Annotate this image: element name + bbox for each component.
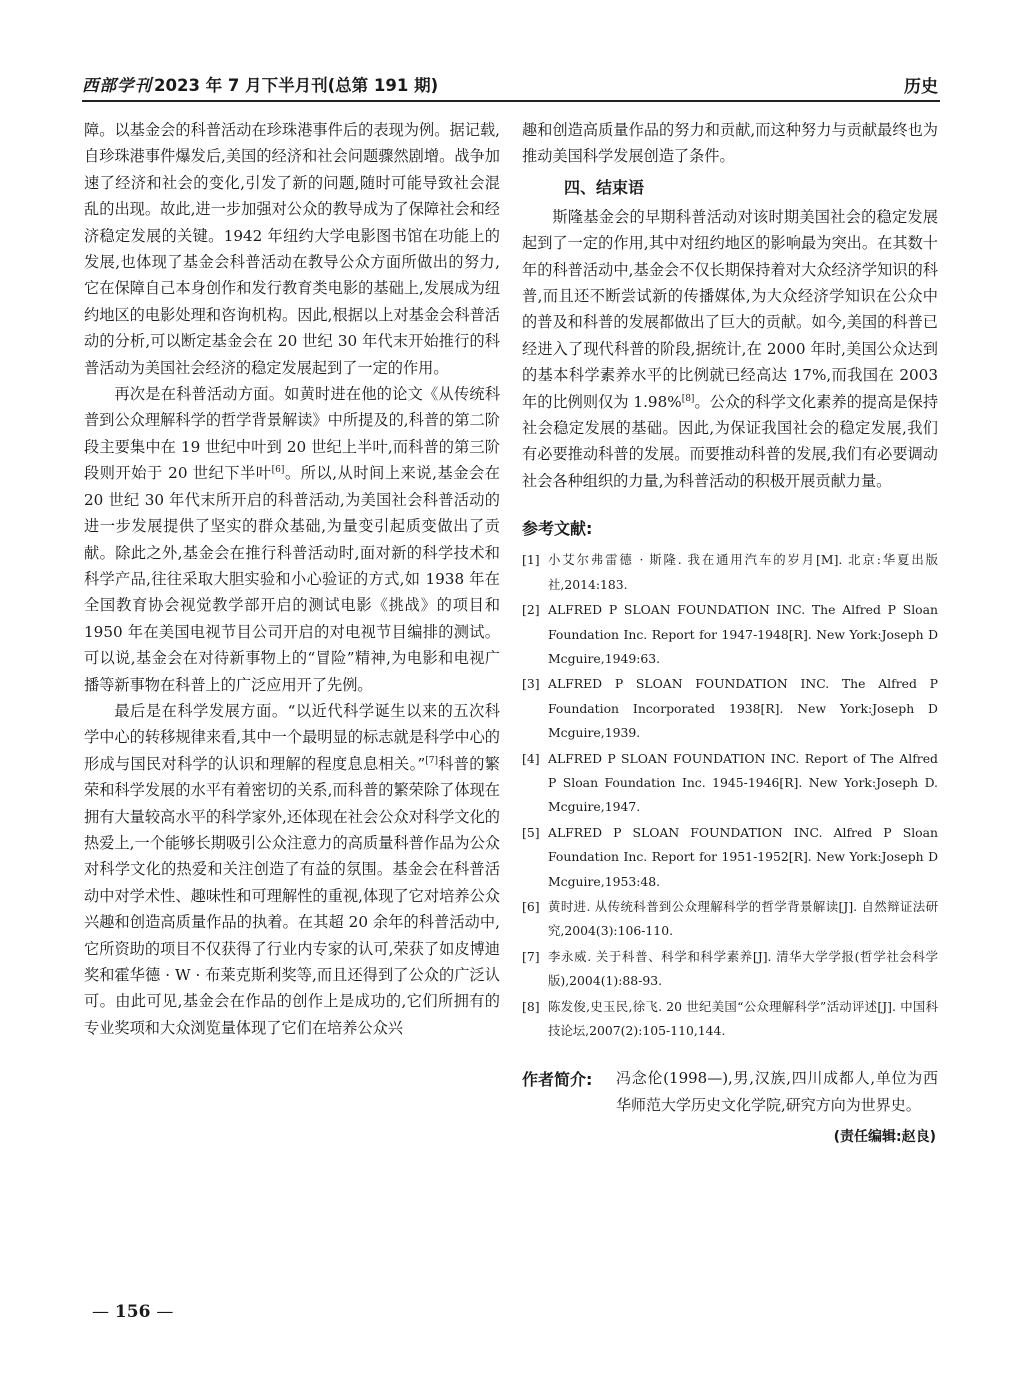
reference-item: [522, 672, 938, 745]
paragraph-popularization: [84, 381, 500, 698]
citation: [8]: [681, 393, 695, 404]
paragraph-conclusion: [522, 204, 938, 494]
page-dash-left: —: [92, 1302, 109, 1322]
paragraph-continued: 障。以基金会的科普活动在珍珠港事件后的表现为例。据记载,自珍珠港事件爆发后,美国的经济和社会问题骤然剧增。战争加速了经济和社会的变化,引发了新的问题,随时可能导致社会混乱的出现。故此,进一步加强对公众的教导成为了保障社会和经济稳定发展的关键。1942 年纽约大学电影图书馆在功能上的发展,也体现了基金会科普活动在教导公众方面所做出的努力,它在保障自己本身创作和发行教育类电影的基础上,发展成为纽约地区的电影处理和咨询机构。因此,根据以上对基金会科普活动的分析,可以断定基金会在 20 世纪 30 年代末开始推行的科普活动为美国社会经济的稳定发展起到了一定的作用。: [84, 121, 500, 377]
references-title: 参考文献:: [522, 519, 593, 539]
page-number: [92, 1302, 173, 1322]
section-heading: 四、结束语: [564, 177, 645, 197]
paragraph-text: 最后是在科学发展方面。“以近代科学诞生以来的五次科学中心的转移规律来看,其中一个最明显的标志就是科学中心的形成与国民对科学的认识和理解的程度息息相关。”: [84, 701, 500, 773]
reference-number: [7]: [522, 948, 540, 964]
issue-info: 2023 年 7 月下半月刊(总第 191 期): [154, 76, 439, 95]
reference-item: [522, 995, 938, 1044]
responsible-editor: (责任编辑:赵良): [833, 1129, 936, 1146]
reference-item: [522, 895, 938, 944]
reference-item: [522, 821, 938, 894]
author-bio: [522, 1065, 938, 1118]
page-number-value: 156: [114, 1302, 151, 1322]
section-label: 历史: [904, 77, 938, 97]
paragraph-continued-right: 趣和创造高质量作品的努力和贡献,而这种努力与贡献最终也为推动美国科学发展创造了条件。: [522, 121, 938, 166]
paragraph-text: 。公众的科学文化素养的提高是保持社会稳定发展的基础。因此,为保证我国社会的稳定发展,我们有必要推动科普的发展。而要推动科普的发展,我们有必要调动社会各种组织的力量,为科普活动的积极开展贡献力量。: [522, 392, 939, 490]
paragraph-text: 斯隆基金会的早期科普活动对该时期美国社会的稳定发展起到了一定的作用,其中对纽约地区的影响最为突出。在其数十年的科普活动中,基金会不仅长期保持着对大众经济学知识的科普,而且还不断尝试新的传播媒体,为大众经济学知识在公众中的普及和科普的发展都做出了巨大的贡献。如今,美国的科普已经进入了现代科普的阶段,据统计,在 2000 年时,美国公众达到的基本科学素养水平的比例就已经高达 17%,而我国在 2003 年的比例则仅为 1.98%: [522, 207, 938, 411]
reference-item: [522, 747, 938, 820]
reference-number: [8]: [522, 998, 540, 1014]
author-bio-text: 冯念伦(1998—),男,汉族,四川成都人,单位为西华师范大学历史文化学院,研究方向为世界史。: [616, 1069, 938, 1114]
journal-masthead: [82, 72, 438, 96]
page-header: [82, 70, 940, 102]
citation: [7]: [425, 755, 438, 766]
reference-text: ALFRED P SLOAN FOUNDATION INC. The Alfred P Foundation Incorporated 1938[R]. New York:Joseph D Mcguire,1939.: [548, 676, 938, 741]
reference-text: 李永威. 关于科普、科学和科学素养[J]. 清华大学学报(哲学社会科学版),2004(1):88-93.: [548, 948, 938, 989]
reference-item: [522, 945, 938, 994]
reference-text: ALFRED P SLOAN FOUNDATION INC. The Alfred P Sloan Foundation Inc. Report for 1947-1948[R]. New York:Joseph D Mcguire,1949:63.: [548, 602, 938, 666]
reference-number: [6]: [522, 898, 540, 914]
reference-number: [2]: [522, 602, 540, 618]
reference-number: [3]: [522, 676, 540, 692]
reference-item: [522, 598, 938, 671]
reference-number: [5]: [522, 824, 540, 840]
right-column: [522, 117, 938, 1146]
reference-text: 陈发俊,史玉民,徐飞. 20 世纪美国“公众理解科学”活动评述[J]. 中国科技论坛,2007(2):105-110,144.: [548, 998, 938, 1038]
citation: [6]: [271, 465, 285, 476]
page-dash-right: —: [156, 1302, 174, 1322]
paragraph-science-development: [84, 698, 500, 1041]
reference-text: ALFRED P SLOAN FOUNDATION INC. Report of The Alfred P Sloan Foundation Inc. 1945-1946[R]. New York:Joseph D. Mcguire,1947.: [548, 750, 938, 815]
reference-text: ALFRED P SLOAN FOUNDATION INC. Alfred P Sloan Foundation Inc. Report for 1951-1952[R]. New York:Joseph D Mcguire,1953:48.: [548, 824, 938, 889]
journal-logo: 西部学刊: [82, 76, 152, 95]
reference-text: 小艾尔弗雷德 · 斯隆. 我在通用汽车的岁月[M]. 北京:华夏出版社,2014:183.: [548, 552, 938, 592]
reference-item: [522, 548, 938, 597]
references-list: [522, 548, 938, 1043]
paragraph-text: 再次是在科普活动方面。如黄时进在他的论文《从传统科普到公众理解科学的哲学背景解读》中所提及的,科普的第二阶段主要集中在 19 世纪中叶到 20 世纪上半叶,而科普的第三阶段则开始于 20 世纪下半叶: [84, 385, 500, 483]
paragraph-text: 科普的繁荣和科学发展的水平有着密切的关系,而科普的繁荣除了体现在拥有大量较高水平的科学家外,还体现在社会公众对科学文化的热爱上,一个能够长期吸引公众注意力的高质量科普作品为公众对科学文化的热爱和关注创造了有益的氛围。基金会在科普活动中对学术性、趣味性和可理解性的重视,体现了它对培养公众兴趣和创造高质量作品的执着。在其超 20 余年的科普活动中,它所资助的项目不仅获得了行业内专家的认可,荣获了如皮博迪奖和霍华德 · W · 布莱克斯利奖等,而且还得到了公众的广泛认可。由此可见,基金会在作品的创作上是成功的,它们所拥有的专业奖项和大众浏览量体现了它们在培养公众兴: [84, 754, 500, 1037]
left-column: [84, 117, 500, 1041]
reference-number: [4]: [522, 750, 540, 766]
reference-text: 黄时进. 从传统科普到公众理解科学的哲学背景解读[J]. 自然辩证法研究,2004(3):106-110.: [548, 898, 938, 939]
paragraph-text: 。所以,从时间上来说,基金会在 20 世纪 30 年代末所开启的科普活动,为美国社会科普活动的进一步发展提供了坚实的群众基础,为量变引起质变做出了贡献。除此之外,基金会在推行科普活动时,面对新的科学技术和科学产品,往往采取大胆实验和小心验证的方式,如 1938 年在全国教育协会视觉教学部开启的测试电影《挑战》的项目和 1950 年在美国电视节目公司开启的对电视节目编排的测试。可以说,基金会在对待新事物上的“冒险”精神,为电影和电视广播等新事物在科普上的广泛应用开了先例。: [84, 464, 500, 694]
reference-number: [1]: [522, 552, 540, 568]
author-bio-label: 作者简介:: [522, 1070, 593, 1090]
